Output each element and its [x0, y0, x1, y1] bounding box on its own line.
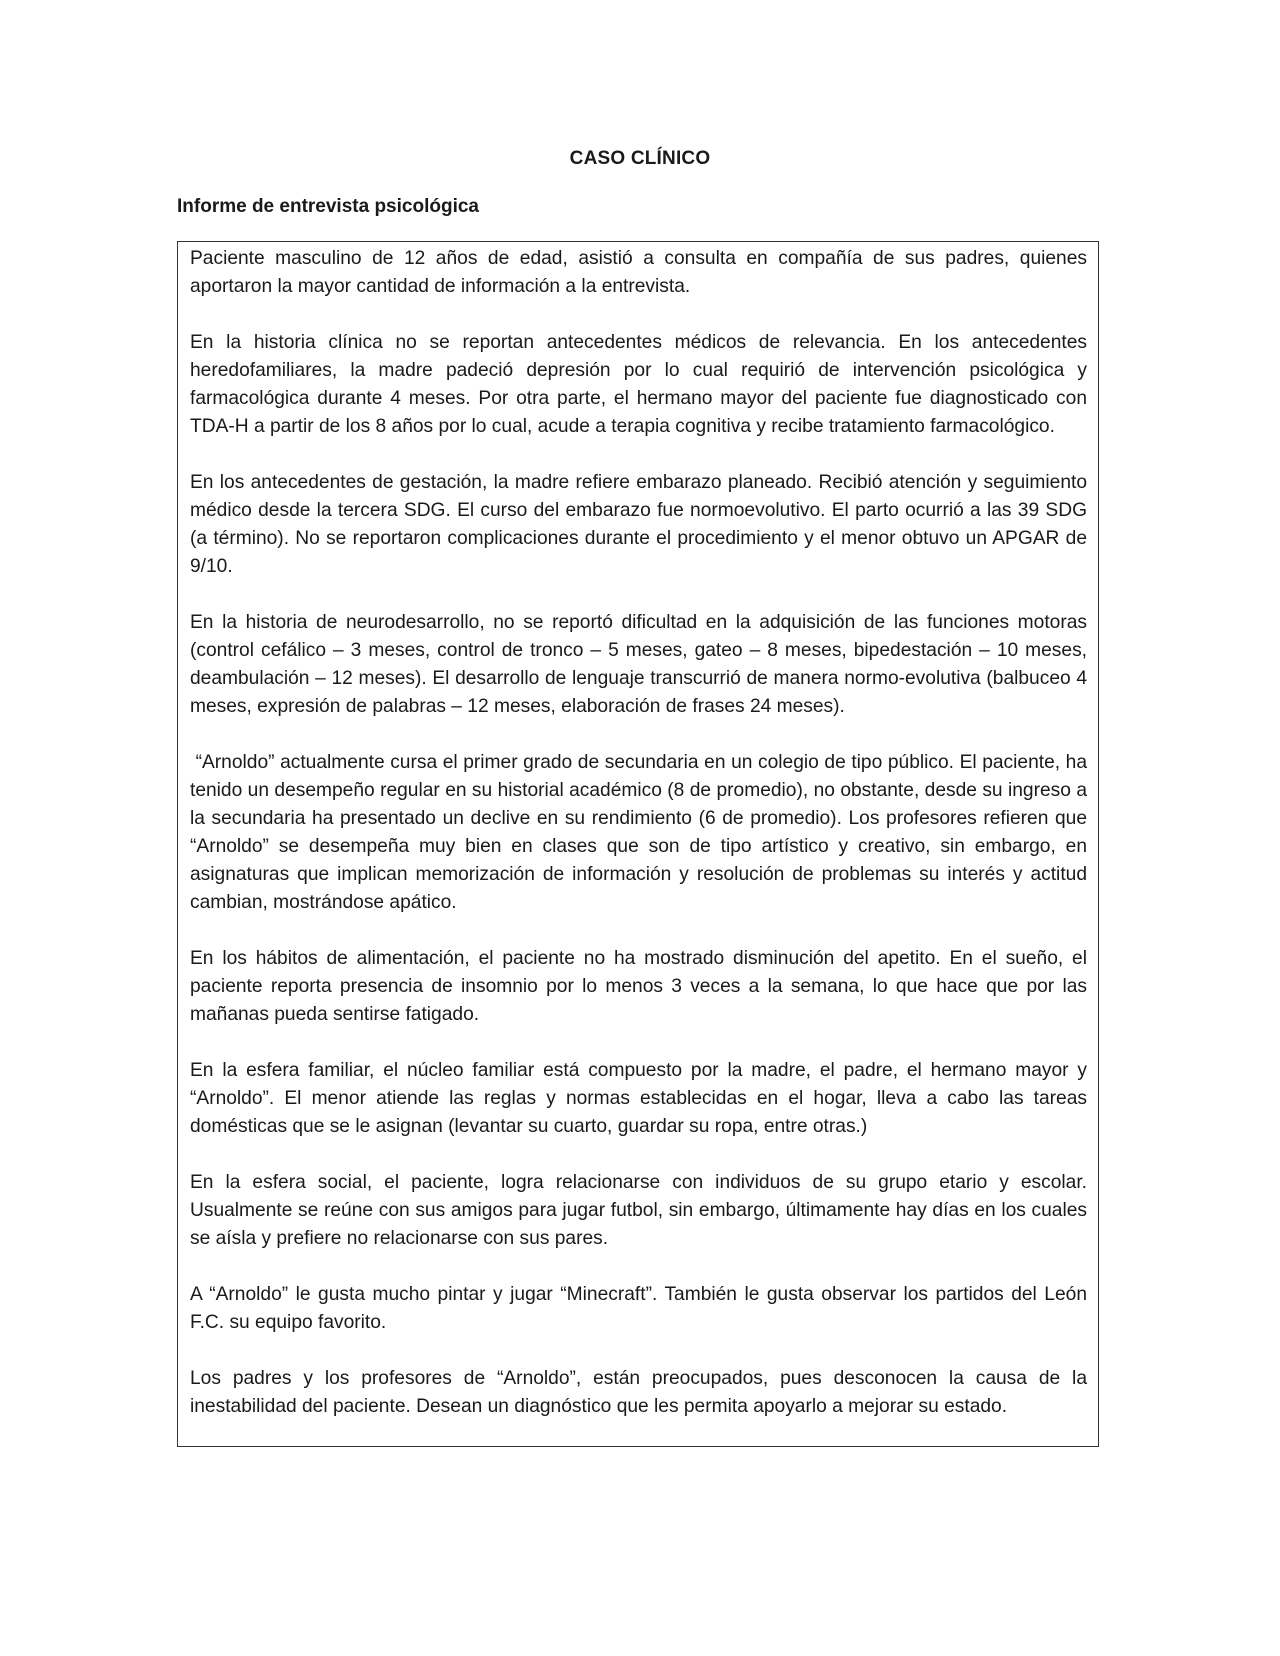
interview-report-box	[177, 241, 1099, 1447]
document-title: CASO CLÍNICO	[569, 148, 711, 169]
paragraph-introduction: Paciente masculino de 12 años de edad, asistió a consulta en compañía de sus padres, quienes aportaron la mayor cantidad de información a la entrevista.	[190, 248, 1087, 297]
paragraph-gestation: En los antecedentes de gestación, la madre refiere embarazo planeado. Recibió atención y seguimiento médico desde la tercera SDG. El curso del embarazo fue normoevolutivo. El parto ocurrió a las 39 SDG (a término). No se reportaron complicaciones durante el procedimiento y el menor obtuvo un APGAR de 9/10.	[190, 472, 1087, 577]
paragraph-concerns: Los padres y los profesores de “Arnoldo”, están preocupados, pues desconocen la causa de la inestabilidad del paciente. Desean un diagnóstico que les permita apoyarlo a mejorar su estado.	[190, 1368, 1087, 1417]
document-subtitle: Informe de entrevista psicológica	[177, 196, 479, 217]
paragraph-neurodevelopment: En la historia de neurodesarrollo, no se reportó dificultad en la adquisición de las funciones motoras (control cefálico – 3 meses, control de tronco – 5 meses, gateo – 8 meses, bipedestación – 10 meses, deambulación – 12 meses). El desarrollo de lenguaje transcurrió de manera normo-evolutiva (balbuceo 4 meses, expresión de palabras – 12 meses, elaboración de frases 24 meses).	[190, 612, 1087, 717]
paragraph-habits: En los hábitos de alimentación, el paciente no ha mostrado disminución del apetito. En el sueño, el paciente reporta presencia de insomnio por lo menos 3 veces a la semana, lo que hace que por las mañanas pueda sentirse fatigado.	[190, 948, 1087, 1025]
paragraph-social: En la esfera social, el paciente, logra relacionarse con individuos de su grupo etario y escolar. Usualmente se reúne con sus amigos para jugar futbol, sin embargo, últimamente hay días en los cuales se aísla y prefiere no relacionarse con sus pares.	[190, 1172, 1087, 1249]
paragraph-clinical-history: En la historia clínica no se reportan antecedentes médicos de relevancia. En los antecedentes heredofamiliares, la madre padeció depresión por lo cual requirió de intervención psicológica y farmacológica durante 4 meses. Por otra parte, el hermano mayor del paciente fue diagnosticado con TDA-H a partir de los 8 años por lo cual, acude a terapia cognitiva y recibe tratamiento farmacológico.	[190, 332, 1087, 437]
paragraph-interests: A “Arnoldo” le gusta mucho pintar y jugar “Minecraft”. También le gusta observar los partidos del León F.C. su equipo favorito.	[190, 1284, 1087, 1333]
paragraph-academic: “Arnoldo” actualmente cursa el primer grado de secundaria en un colegio de tipo público. El paciente, ha tenido un desempeño regular en su historial académico (8 de promedio), no obstante, desde su ingreso a la secundaria ha presentado un declive en su rendimiento (6 de promedio). Los profesores refieren que “Arnoldo” se desempeña muy bien en clases que son de tipo artístico y creativo, sin embargo, en asignaturas que implican memorización de información y resolución de problemas su interés y actitud cambian, mostrándose apático.	[190, 752, 1093, 913]
paragraph-family: En la esfera familiar, el núcleo familiar está compuesto por la madre, el padre, el hermano mayor y “Arnoldo”. El menor atiende las reglas y normas establecidas en el hogar, lleva a cabo las tareas domésticas que se le asignan (levantar su cuarto, guardar su ropa, entre otras.)	[190, 1060, 1087, 1137]
